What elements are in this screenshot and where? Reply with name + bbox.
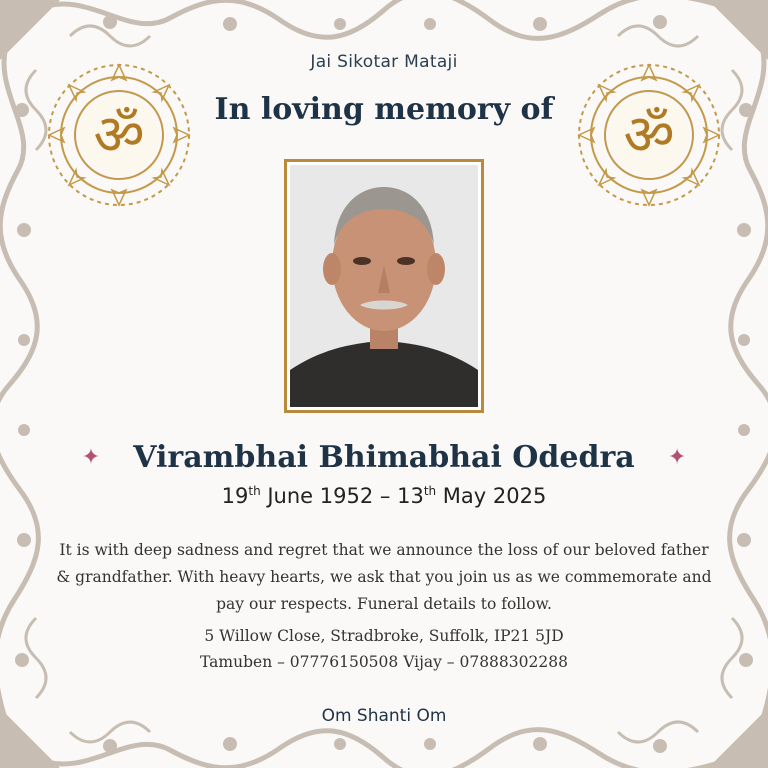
death-suffix: th — [423, 484, 437, 498]
blessing-line: Jai Sikotar Mataji — [310, 52, 458, 72]
birth-suffix: th — [248, 484, 261, 498]
closing-line: Om Shanti Om — [321, 706, 447, 726]
birth-day: 19 — [221, 484, 249, 508]
page-title: In loving memory of — [214, 92, 554, 127]
sparkle-icon: ✦ — [667, 445, 687, 470]
om-mandala-icon — [44, 60, 194, 210]
portrait-photo — [290, 165, 478, 407]
name-row — [0, 440, 768, 475]
portrait-frame — [284, 159, 484, 413]
sparkle-icon: ✦ — [81, 445, 101, 470]
birth-rest: June 1952 — [260, 484, 374, 508]
death-rest: May 2025 — [436, 484, 547, 508]
om-symbol: ॐ — [93, 103, 145, 168]
address-line: 5 Willow Close, Stradbroke, Suffolk, IP21 5JD — [204, 627, 564, 645]
contacts-line: Tamuben – 07776150508 Vijay – 07888302288 — [200, 653, 568, 671]
om-mandala-icon — [574, 60, 724, 210]
life-dates — [0, 484, 768, 508]
om-symbol: ॐ — [623, 103, 675, 168]
date-separator: – — [373, 484, 398, 508]
announcement-message: It is with deep sadness and regret that we announce the loss of our beloved father & grandfather. With heavy hearts, we ask that you join us as we commemorate and pay our respects. Funeral details to follow. — [56, 541, 712, 613]
death-day: 13 — [397, 484, 424, 508]
deceased-name: Virambhai Bhimabhai Odedra — [133, 440, 635, 475]
